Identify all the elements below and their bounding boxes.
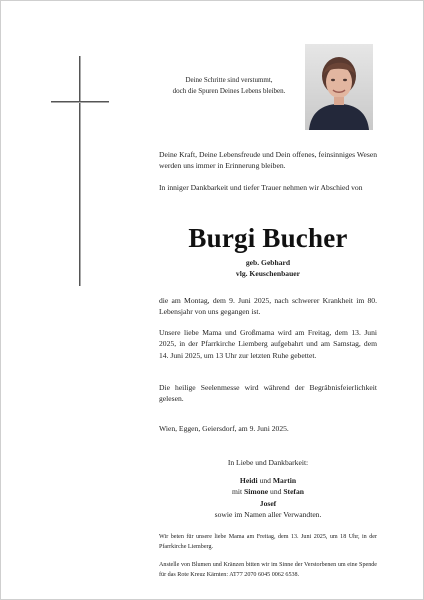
- deceased-details: [159, 257, 377, 279]
- mass-paragraph: Die heilige Seelenmesse wird während der Begräbnisfeierlichkeit gelesen.: [159, 383, 377, 404]
- portrait-image: [305, 44, 373, 130]
- family-with: mit: [232, 487, 243, 497]
- family-name-2: Martin: [272, 476, 297, 485]
- portrait-photo: [305, 44, 373, 130]
- vulgo-name: vlg. Keuschenbauer: [235, 269, 301, 278]
- family-name-3: Simone: [244, 487, 269, 497]
- place-date: Wien, Eggen, Geiersdorf, am 9. Juni 2025.: [159, 424, 289, 433]
- cross-vertical-bar: [79, 56, 80, 286]
- family-line-3: [159, 498, 377, 509]
- family-name-5: Josef: [259, 498, 277, 508]
- deceased-name: Burgi Bucher: [188, 223, 348, 253]
- family-signatures: [159, 475, 377, 521]
- donation-note: Anstelle von Blumen und Kränzen bitten wir im Sinne der Verstorbenen um eine Spende für das Rote Kreuz Kärnten: AT77 2070 6045 0062 6538.: [159, 562, 377, 578]
- family-line-2: [159, 486, 377, 497]
- motto: [159, 75, 299, 97]
- family-others: sowie im Namen aller Verwandten.: [214, 510, 322, 520]
- birth-name: geb. Gebhard: [245, 258, 291, 267]
- family-and-2: und: [270, 487, 282, 497]
- family-line-1: [159, 475, 377, 486]
- death-paragraph: die am Montag, dem 9. Juni 2025, nach schwerer Krankheit im 80. Lebensjahr von uns gegangen ist.: [159, 296, 377, 317]
- motto-line-1: Deine Schritte sind verstummt,: [185, 76, 273, 84]
- farewell-paragraph: In inniger Dankbarkeit und tiefer Trauer nehmen wir Abschied von: [159, 183, 363, 192]
- closing-line: In Liebe und Dankbarkeit:: [227, 458, 309, 467]
- prayer-note: Wir beten für unsere liebe Mama am Freitag, dem 13. Juni 2025, um 18 Uhr, in der Pfarrkirche Liemberg.: [159, 534, 377, 550]
- motto-line-2: doch die Spuren Deines Lebens bleiben.: [172, 87, 286, 95]
- intro-paragraph: Deine Kraft, Deine Lebensfreude und Dein offenes, feinsinniges Wesen werden uns immer in Erinnerung bleiben.: [159, 150, 377, 171]
- funeral-paragraph: Unsere liebe Mama und Großmama wird am Freitag, dem 13. Juni 2025, in der Pfarrkirche Liemberg aufgebahrt und am Samstag, dem 14. Juni 2025, um 13 Uhr zur letzten Ruhe gebettet.: [159, 328, 377, 360]
- cross-horizontal-bar: [51, 101, 109, 102]
- family-name-1: Heidi: [239, 476, 258, 485]
- family-and-1: und: [259, 476, 271, 485]
- family-name-4: Stefan: [283, 487, 304, 497]
